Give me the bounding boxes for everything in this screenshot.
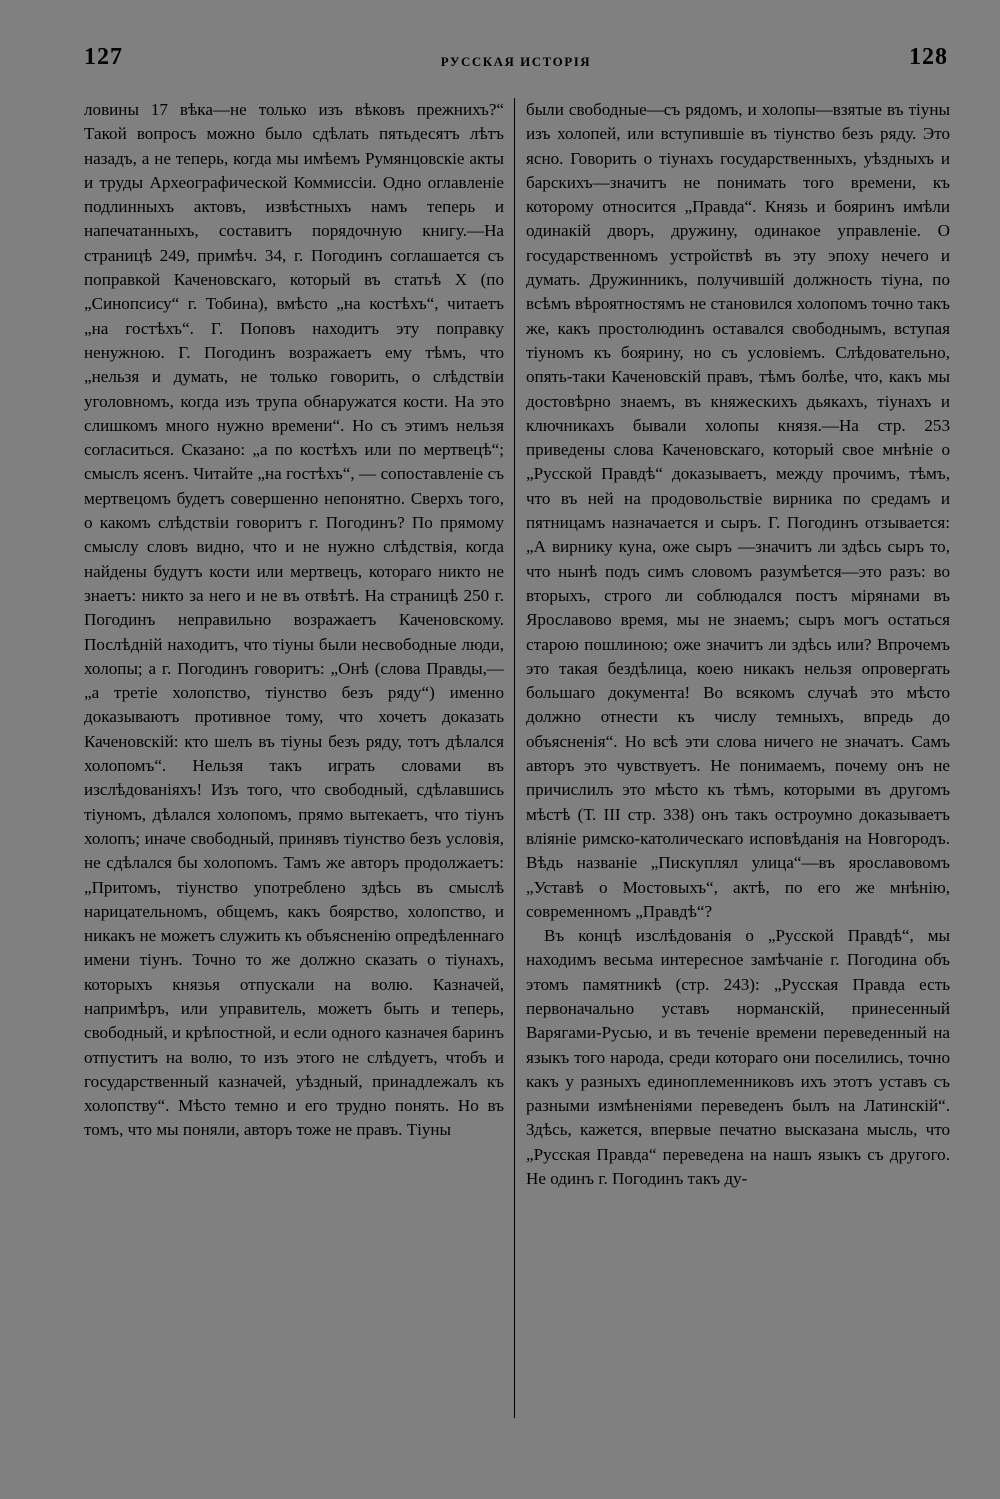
page-header bbox=[84, 44, 948, 76]
page-number-left: 127 bbox=[84, 44, 123, 70]
paragraph: были свободные—съ рядомъ, и холопы—взятые въ тіуны изъ холопей, или вступившіе въ тіунство безъ ряду. Это ясно. Говорить о тіунахъ государственныхъ, уѣздныхъ и барскихъ—значитъ не понимать того времени, къ которому относится „Правда“. Князь и бояринъ имѣли одинакій дворъ, дружину, одинакое управленіе. О государственномъ устройствѣ въ эту эпоху нечего и думать. Дружинникъ, получившій должность тіуна, по всѣмъ вѣроятностямъ не становился холопомъ точно такъ же, какъ простолюдинъ оставался свободнымъ, вступая тіуномъ къ боярину, но съ условіемъ. Слѣдовательно, опять-таки Каченовскій правъ, тѣмъ болѣе, что, какъ мы достовѣрно знаемъ, въ княжескихъ дьякахъ, тіунахъ и ключникахъ бывали холопы князя.—На стр. 253 приведены слова Каченовскаго, который свое мнѣніе о „Русской Правдѣ“ доказываетъ, между прочимъ, тѣмъ, что въ ней на продовольствіе вирника по средамъ и пятницамъ назначается и сыръ. Г. Погодинъ отзывается: „А вирнику куна, оже сыръ —значитъ ли здѣсь сыръ то, что нынѣ подъ симъ словомъ разумѣется—это разъ: во вторыхъ, строго ли соблюдался постъ мірянами въ Ярославово время, мы не знаемъ; сыръ могъ остаться старою пошлиною; оже значитъ ли здѣсь или? Впрочемъ это такая бездѣлица, коею никакъ нельзя опровергать большаго документа! Во всякомъ случаѣ это мѣсто должно отнести къ числу темныхъ, впредь до объясненія“. Но всѣ эти слова ничего не значатъ. Самъ авторъ это чувствуетъ. Не понимаемъ, почему онъ не причислилъ это мѣсто къ тѣмъ, которыми въ другомъ мѣстѣ (Т. III стр. 338) онъ такъ остроумно доказываетъ вліяніе римско-католическаго исповѣданія на Новгородъ. Вѣдь названіе „Пискуплял улица“—въ ярославовомъ „Уставѣ о Мостовыхъ“, актѣ, по его же мнѣнію, современномъ „Правдѣ“? bbox=[526, 100, 950, 921]
paragraph: Въ концѣ изслѣдованія о „Русской Правдѣ“, мы находимъ весьма интересное замѣчаніе г. Погодина объ этомъ памятникѣ (стр. 243): „Русская Правда есть первоначально уставъ норманскій, принесенный Варягами-Русью, и въ теченіе времени переведенный на языкъ того народа, среди котораго они поселились, точно какъ у разныхъ единоплеменниковъ ихъ этотъ уставъ съ разными измѣненіями переведенъ былъ на Латинскій“. Здѣсь, кажется, впервые печатно высказана мысль, что „Русская Правда“ переведена на нашъ языкъ съ другого. Не одинъ г. Погодинъ такъ ду- bbox=[526, 926, 950, 1189]
column-divider bbox=[514, 98, 515, 1418]
paragraph: ловины 17 вѣка—не только изъ вѣковъ прежнихъ?“ Такой вопросъ можно было сдѣлать пятьдесятъ лѣтъ назадъ, а не теперь, когда мы имѣемъ Румянцовскіе акты и труды Археографической Коммиссіи. Одно оглавленіе подлинныхъ актовъ, извѣстныхъ намъ теперь и напечатанныхъ, составитъ порядочную книгу.—На страницѣ 249, примѣч. 34, г. Погодинъ соглашается съ поправкой Каченовскаго, который въ статьѣ X (по „Синопсису“ г. Тобина), вмѣсто „на костѣхъ“, читаетъ „на гостѣхъ“. Г. Поповъ находитъ эту поправку ненужною. Г. Погодинъ возражаетъ ему тѣмъ, что „нельзя и думать, не только говорить, о слѣдствіи уголовномъ, когда изъ трупа обнаружатся кости. На это слишкомъ много нужно времени“. Но съ этимъ нельзя согласиться. Сказано: „а по костѣхъ или по мертвецѣ“; смыслъ ясенъ. Читайте „на гостѣхъ“, — сопоставленіе съ мертвецомъ будетъ совершенно непонятно. Сверхъ того, о какомъ слѣдствіи говоритъ г. Погодинъ? По прямому смыслу словъ видно, что и не нужно слѣдствія, когда найдены будутъ кости или мертвецъ, котораго никто не знаетъ: никто за него и не въ отвѣтѣ. На страницѣ 250 г. Погодинъ неправильно возражаетъ Каченовскому. Послѣдній находитъ, что тіуны были несвободные люди, холопы; а г. Погодинъ говоритъ: „Онѣ (слова Правды,—„а третіе холопство, тіунство безъ ряду“) именно доказываютъ противное тому, что хочетъ доказать Каченовскій: кто шелъ въ тіуны безъ ряду, тотъ дѣлался холопомъ“. Нельзя такъ играть словами въ изслѣдованіяхъ! Изъ того, что свободный, сдѣлавшись тіуномъ, дѣлался холопомъ, прямо вытекаетъ, что тіунъ холопъ; иначе свободный, принявъ тіунство безъ условія, не сдѣлался бы холопомъ. Тамъ же авторъ продолжаетъ: „Притомъ, тіунство употреблено здѣсь въ смыслѣ нарицательномъ, общемъ, какъ боярство, холопство, и никакъ не можетъ служить къ объясненію опредѣленнаго имени тіунъ. Точно то же должно сказать о тіунахъ, которыхъ князья отпускали на волю. Казначей, напримѣръ, или управитель, можетъ быть и теперь, свободный, и крѣпостной, и если одного казначея баринъ отпуститъ на волю, то изъ этого не слѣдуетъ, чтобъ и государственный казначей, уѣздный, принадлежалъ къ холопству“. Мѣсто темно и его трудно понять. Но въ томъ, что мы поняли, авторъ тоже не правъ. Тіуны bbox=[84, 100, 504, 1140]
running-title: РУССКАЯ ИСТОРІЯ bbox=[440, 54, 592, 69]
right-column bbox=[526, 98, 950, 1458]
page-number-right: 128 bbox=[909, 44, 948, 70]
left-column bbox=[84, 98, 504, 1458]
